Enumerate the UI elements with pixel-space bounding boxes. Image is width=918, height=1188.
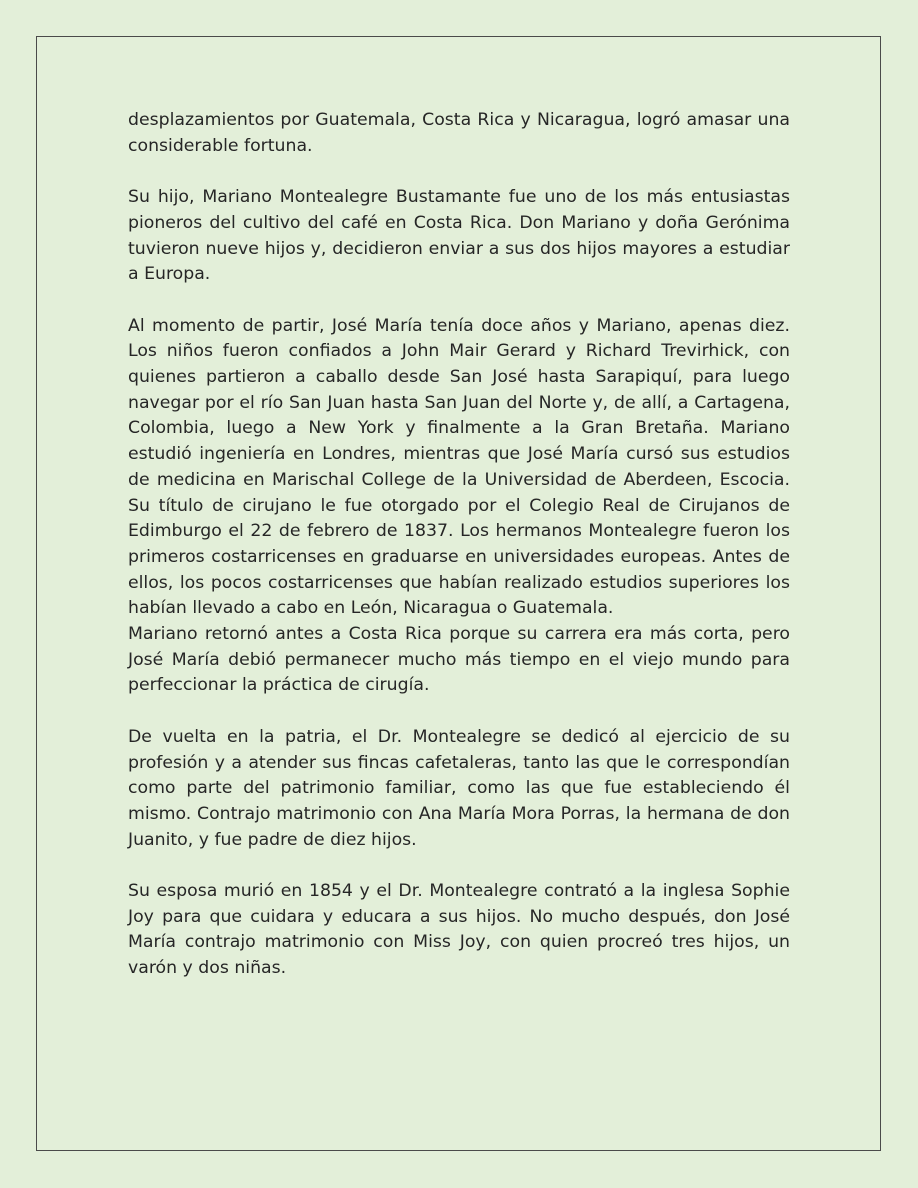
document-body <box>128 108 790 982</box>
paragraph-fortune: desplazamientos por Guatemala, Costa Rica y Nicaragua, logró amasar una considerable fortuna. <box>128 110 790 156</box>
paragraph-return: Mariano retornó antes a Costa Rica porque su carrera era más corta, pero José María debió permanecer mucho más tiempo en el viejo mundo para perfeccionar la práctica de cirugía. <box>128 624 790 696</box>
paragraph-homeland: De vuelta en la patria, el Dr. Montealegre se dedicó al ejercicio de su profesión y a atender sus fincas cafetaleras, tanto las que le correspondían como parte del patrimonio familiar, como las que fue estableciendo él mismo. Contrajo matrimonio con Ana María Mora Porras, la hermana de don Juanito, y fue padre de diez hijos. <box>128 726 790 850</box>
paragraph-wife: Su esposa murió en 1854 y el Dr. Montealegre contrató a la inglesa Sophie Joy para que cuidara y educara a sus hijos. No mucho después, don José María contrajo matrimonio con Miss Joy, con quien procreó tres hijos, un varón y dos niñas. <box>128 881 790 979</box>
paragraph-son: Su hijo, Mariano Montealegre Bustamante fue uno de los más entusiastas pioneros del cultivo del café en Costa Rica. Don Mariano y doña Gerónima tuvieron nueve hijos y, decidieron enviar a sus dos hijos mayores a estudiar a Europa. <box>128 187 790 285</box>
paragraph-studies: Al momento de partir, José María tenía doce años y Mariano, apenas diez. Los niños fueron confiados a John Mair Gerard y Richard Trevirhick, con quienes partieron a caballo desde San José hasta Sarapiquí, para luego navegar por el río San Juan hasta San Juan del Norte y, de allí, a Cartagena, Colombia, luego a New York y finalmente a la Gran Bretaña. Mariano estudió ingeniería en Londres, mientras que José María cursó sus estudios de medicina en Marischal College de la Universidad de Aberdeen, Escocia. Su título de cirujano le fue otorgado por el Colegio Real de Cirujanos de Edimburgo el 22 de febrero de 1837. Los hermanos Montealegre fueron los primeros costarricenses en graduarse en universidades europeas. Antes de ellos, los pocos costarricenses que habían realizado estudios superiores los habían llevado a cabo en León, Nicaragua o Guatemala. <box>128 315 790 619</box>
